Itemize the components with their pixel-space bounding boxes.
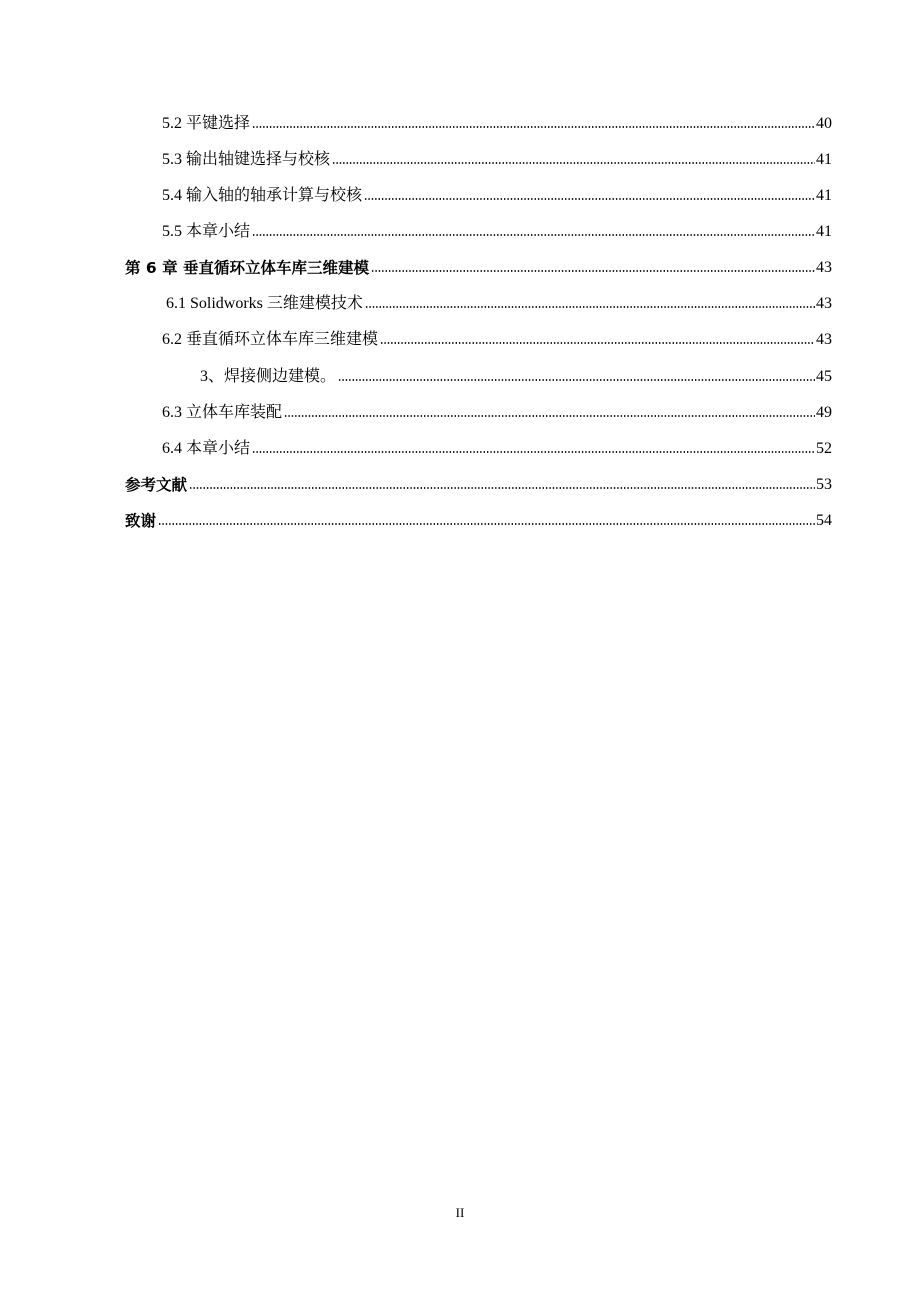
toc-entry-acknowledgements[interactable] [125,509,832,531]
dot-leader [252,233,815,237]
toc-entry-page: 40 [816,115,832,132]
toc-entry-5-3[interactable] [162,148,832,170]
dot-leader [189,486,815,490]
dot-leader [338,378,815,382]
toc-entry-page: 49 [816,404,832,421]
toc-entry-page: 41 [816,187,832,204]
dot-leader [371,269,815,273]
toc-entry-title: 5.4 输入轴的轴承计算与校核 [162,187,363,204]
toc-entry-title: 5.5 本章小结 [162,223,251,240]
toc-entry-page: 45 [816,368,832,385]
toc-entry-chapter-6[interactable] [125,256,832,278]
page-number: II [455,1205,465,1220]
dot-leader [252,125,815,129]
dot-leader [380,341,815,345]
toc-entry-6-2-3[interactable] [200,365,832,387]
dot-leader [158,522,815,526]
toc-entry-page: 43 [816,259,832,276]
toc-entry-title: 5.3 输出轴键选择与校核 [162,151,331,168]
toc-entry-title: 3、焊接侧边建模。 [200,368,337,385]
toc-entry-6-1[interactable] [166,292,832,314]
toc-entry-page: 53 [816,476,832,493]
toc-entry-references[interactable] [125,473,832,495]
toc-entry-title: 致谢 [125,512,157,530]
toc-entry-title: 6.3 立体车库装配 [162,404,283,421]
dot-leader [332,161,815,165]
toc-entry-title: 6.1 Solidworks 三维建模技术 [166,295,363,312]
toc-entry-page: 43 [816,295,832,312]
toc-entry-title: 6.4 本章小结 [162,440,251,457]
dot-leader [284,414,815,418]
toc-entry-title: 第 6 章 垂直循环立体车库三维建模 [125,259,369,277]
dot-leader [364,197,815,201]
toc-entry-6-3[interactable] [162,401,832,423]
toc-entry-page: 52 [816,440,832,457]
toc-entry-5-2[interactable] [162,112,832,134]
dot-leader [252,450,815,454]
toc-entry-page: 43 [816,331,832,348]
dot-leader [365,305,815,309]
toc-entry-title: 6.2 垂直循环立体车库三维建模 [162,331,379,348]
toc-entry-6-2[interactable] [162,328,832,350]
toc-entry-title: 参考文献 [125,476,188,494]
toc-entry-page: 54 [816,512,832,529]
toc-entry-title: 5.2 平键选择 [162,115,251,132]
toc-entry-page: 41 [816,223,832,240]
toc-entry-6-4[interactable] [162,437,832,459]
toc-entry-page: 41 [816,151,832,168]
toc-entry-5-5[interactable] [162,220,832,242]
toc-entry-5-4[interactable] [162,184,832,206]
